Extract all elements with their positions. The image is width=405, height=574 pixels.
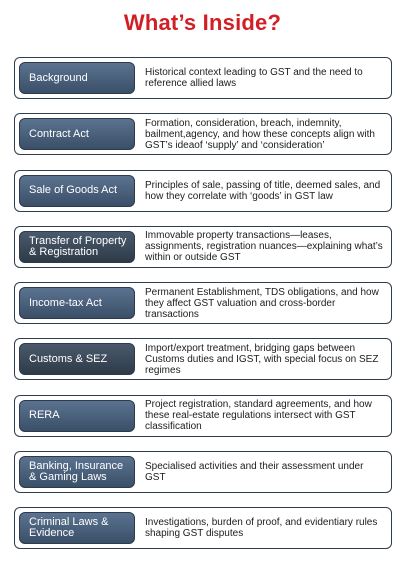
list-item-criminal-laws-evidence xyxy=(14,507,392,549)
list-item-income-tax-act xyxy=(14,282,392,324)
item-description: Principles of sale, passing of title, deemed sales, and how they correlate with ‘goods’ in GST law xyxy=(145,179,381,202)
list-item-customs-sez xyxy=(14,338,392,380)
item-description: Immovable property transactions—leases, assignments, registration nuances—explaining what’s within or outside GST xyxy=(145,230,383,264)
item-description: Investigations, burden of proof, and evidentiary rules shaping GST disputes xyxy=(145,517,378,540)
item-description: Permanent Establishment, TDS obligations, and how they affect GST valuation and cross-border transactions xyxy=(145,286,379,320)
item-description: Import/export treatment, bridging gaps between Customs duties and IGST, with special focus on SEZ regimes xyxy=(145,342,379,376)
list-item-transfer-of-property xyxy=(14,226,392,268)
item-label: Income-tax Act xyxy=(19,287,135,319)
item-label: Transfer of Property & Registration xyxy=(19,231,135,263)
item-description: Historical context leading to GST and the need to reference allied laws xyxy=(145,67,363,89)
item-label: RERA xyxy=(19,400,135,432)
page-title: What’s Inside? xyxy=(123,10,282,35)
item-description: Project registration, standard agreements, and how these real-estate regulations intersect with GST classification xyxy=(145,399,372,433)
list-item-banking-insurance-gaming xyxy=(14,451,392,493)
list-item-sale-of-goods-act xyxy=(14,170,392,212)
list-item-rera xyxy=(14,395,392,437)
item-description: Specialised activities and their assessment under GST xyxy=(145,461,364,484)
item-label: Customs & SEZ xyxy=(19,343,135,375)
item-label: Sale of Goods Act xyxy=(19,175,135,207)
list-item-contract-act xyxy=(14,113,392,155)
item-label: Criminal Laws & Evidence xyxy=(19,512,135,544)
contents-list xyxy=(14,57,392,564)
item-description: Formation, consideration, breach, indemnity, bailment,agency, and how these concepts align with GST’s ideaof ‘supply’ and ‘consideration’ xyxy=(145,117,375,151)
item-label: Contract Act xyxy=(19,118,135,150)
item-label: Background xyxy=(19,62,135,94)
list-item-background xyxy=(14,57,392,99)
item-label: Banking, Insurance & Gaming Laws xyxy=(19,456,135,488)
